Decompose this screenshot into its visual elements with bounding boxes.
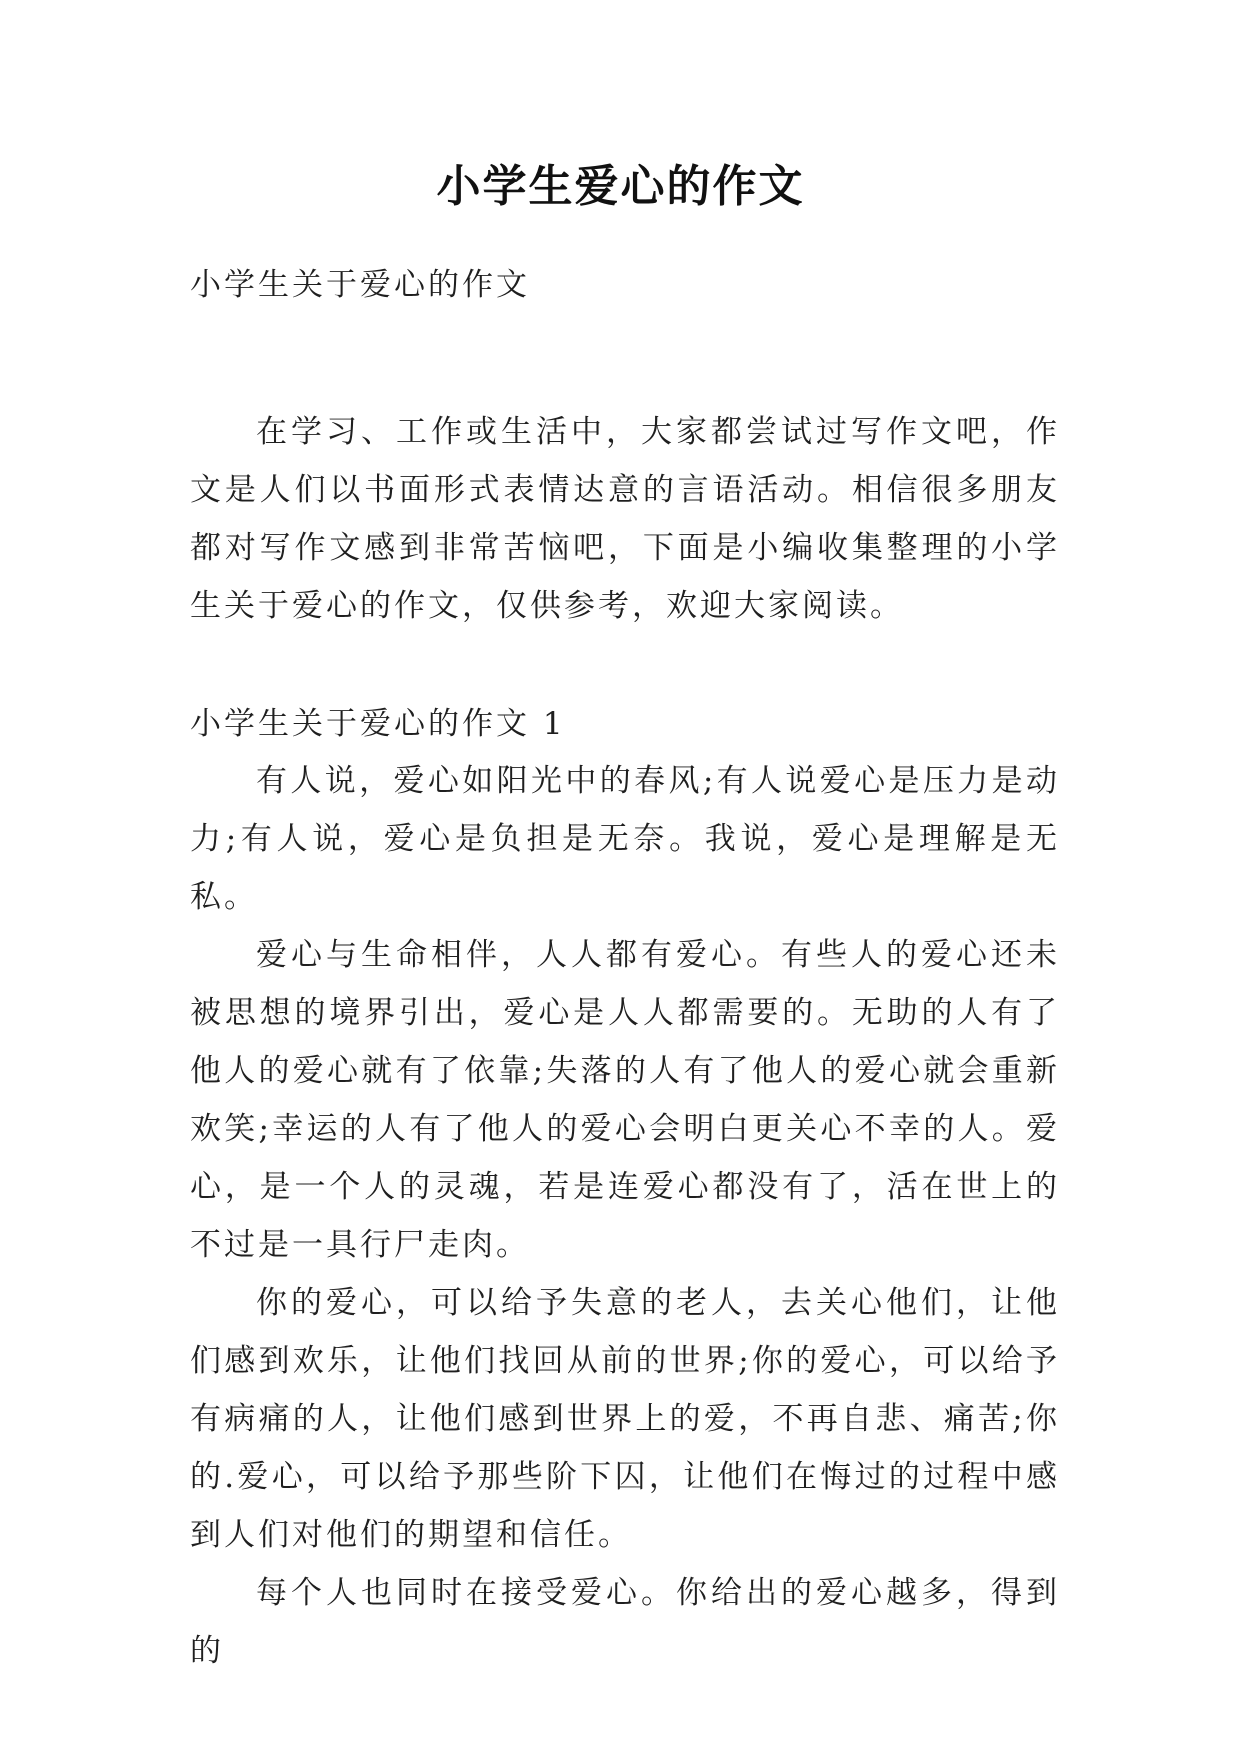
intro-paragraph	[190, 403, 1060, 635]
body-paragraph: 爱心与生命相伴，人人都有爱心。有些人的爱心还未被思想的境界引出，爱心是人人都需要的。无助的人有了他人的爱心就有了依靠;失落的人有了他人的爱心就会重新欢笑;幸运的人有了他人的爱心会明白更关心不幸的人。爱心，是一个人的灵魂，若是连爱心都没有了，活在世上的不过是一具行尸走肉。	[190, 937, 1060, 1263]
document-title: 小学生爱心的作文	[436, 161, 805, 212]
intro-text: 在学习、工作或生活中，大家都尝试过写作文吧，作文是人们以书面形式表情达意的言语活动。相信很多朋友都对写作文感到非常苦恼吧，下面是小编收集整理的小学生关于爱心的作文，仅供参考，欢迎大家阅读。	[190, 414, 1060, 624]
section-heading: 小学生关于爱心的作文 1	[190, 706, 566, 742]
document-subtitle: 小学生关于爱心的作文	[190, 267, 530, 303]
body-paragraph: 每个人也同时在接受爱心。你给出的爱心越多，得到的	[190, 1575, 1060, 1669]
body-paragraph: 有人说，爱心如阳光中的春风;有人说爱心是压力是动力;有人说，爱心是负担是无奈。我说，爱心是理解是无私。	[190, 763, 1060, 915]
body-paragraph: 你的爱心，可以给予失意的老人，去关心他们，让他们感到欢乐，让他们找回从前的世界;你的爱心，可以给予有病痛的人，让他们感到世界上的爱，不再自悲、痛苦;你的.爱心，可以给予那些阶下囚，让他们在悔过的过程中感到人们对他们的期望和信任。	[190, 1285, 1060, 1553]
essay-body	[190, 752, 1060, 1680]
